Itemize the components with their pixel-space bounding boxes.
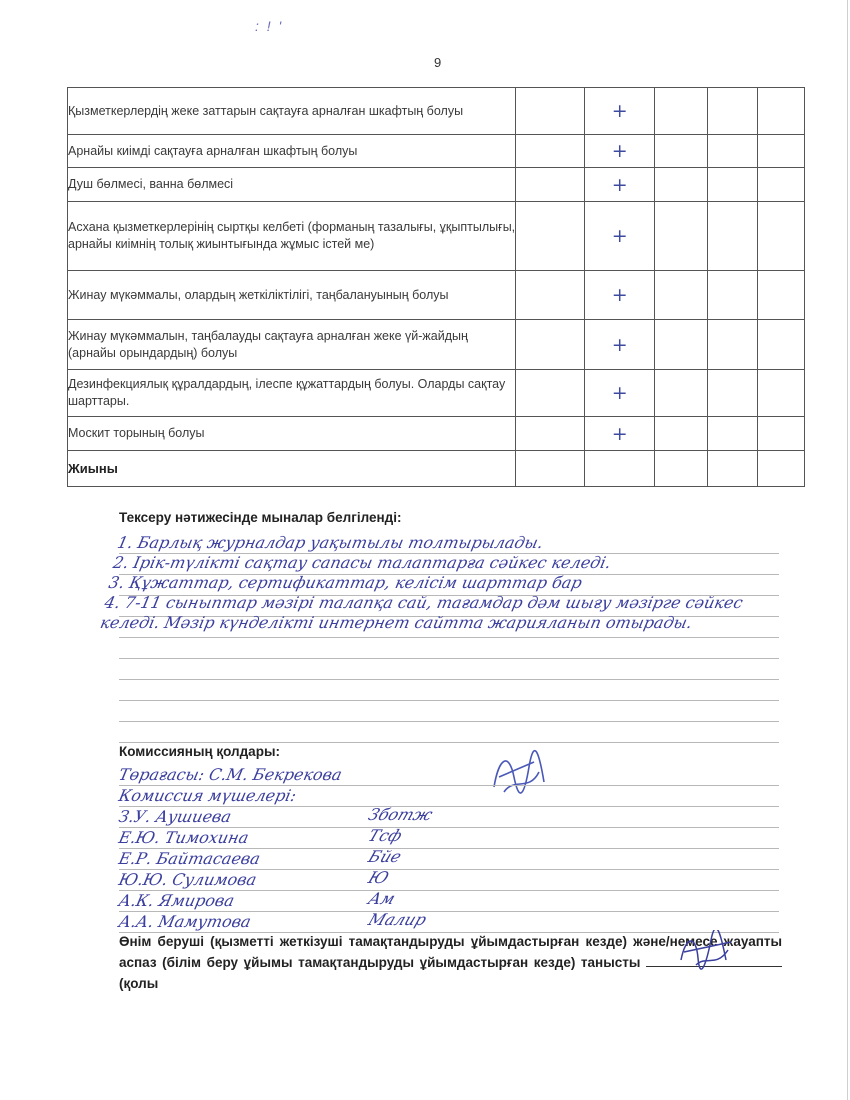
commission-member-name: А.К. Ямирова [117, 891, 237, 910]
checklist-empty-cell [758, 168, 805, 202]
findings-section [98, 510, 779, 743]
checklist-empty-cell [516, 202, 585, 271]
producer-signature-caption: (қолы [119, 976, 159, 991]
checklist-empty-cell [758, 271, 805, 320]
checklist-empty-cell [758, 417, 805, 451]
checklist-empty-cell [655, 202, 708, 271]
checklist-empty-cell [585, 451, 655, 487]
stray-marks: : ! ' [255, 18, 284, 34]
checklist-empty-cell [708, 202, 758, 271]
checklist-empty-cell [708, 370, 758, 417]
commission-member-row [119, 891, 779, 912]
producer-signature-icon [676, 930, 736, 970]
commission-member-row [119, 807, 779, 828]
checklist-empty-cell [708, 451, 758, 487]
commission-member-signature: Малир [365, 910, 430, 929]
checklist-row-mark: + [585, 320, 655, 370]
commission-member-signature: Тсф [365, 826, 405, 845]
checklist-empty-cell [758, 88, 805, 135]
commission-member-row [119, 849, 779, 870]
checklist-empty-cell [516, 320, 585, 370]
checklist-empty-cell [758, 370, 805, 417]
findings-handwriting [98, 533, 799, 633]
checklist-empty-cell [655, 417, 708, 451]
checklist-empty-cell [655, 168, 708, 202]
commission-member-signature: Зботж [365, 805, 436, 824]
producer-text: Өнім беруші (қызметті жеткізуші тамақтандыруды ұйымдастырған кезде) және/немесе жауапты аспаз (білім беру ұйымы тамақтандыруды ұйымдастырған кезде) танысты [119, 934, 782, 970]
checklist-row-mark: + [585, 202, 655, 271]
checklist-row-mark: + [585, 271, 655, 320]
checklist-row-label: Жинау мүкәммалын, таңбалауды сақтауға арналған жеке үй-жайдың (арнайы орындардың) болуы [68, 320, 516, 370]
checklist-row-mark: + [585, 135, 655, 168]
checklist-empty-cell [708, 135, 758, 168]
producer-signature-blank [646, 952, 782, 967]
checklist-empty-cell [516, 417, 585, 451]
checklist-empty-cell [655, 271, 708, 320]
commission-member-signature: Ю [365, 868, 392, 887]
checklist-empty-cell [516, 271, 585, 320]
checklist-empty-cell [655, 451, 708, 487]
commission-heading: Комиссияның қолдары: [119, 744, 280, 759]
checklist-empty-cell [516, 370, 585, 417]
checklist-empty-cell [708, 320, 758, 370]
checklist-row-mark: + [585, 88, 655, 135]
commission-member-name: Ю.Ю. Сулимова [117, 870, 259, 889]
producer-acknowledgement [119, 931, 782, 994]
checklist-empty-cell [758, 320, 805, 370]
checklist-row-label: Душ бөлмесі, ванна бөлмесі [68, 168, 516, 202]
checklist-empty-cell [655, 135, 708, 168]
commission-member-signature: Бйе [365, 847, 405, 866]
checklist-row [68, 320, 805, 370]
checklist-empty-cell [655, 88, 708, 135]
finding-line: 2. Ірік-түлікті сақтау сапасы талаптарға сәйкес келеді. [111, 553, 613, 572]
commission-member-name: А.А. Мамутова [117, 912, 253, 931]
checklist-empty-cell [655, 320, 708, 370]
commission-member-row [119, 786, 779, 807]
checklist-empty-cell [708, 271, 758, 320]
checklist-row [68, 168, 805, 202]
finding-line: 4. 7-11 сыныптар мәзірі талапқа сай, тағамдар дәм шығу мәзірге сәйкес келеді. Мәзір күнделікті интернет сайтта жарияланып отырады. [98, 593, 745, 632]
checklist-row [68, 417, 805, 451]
findings-heading: Тексеру нәтижесінде мыналар белгіленді: [119, 510, 402, 525]
checklist-row-label: Москит торының болуы [68, 417, 516, 451]
checklist-empty-cell [516, 135, 585, 168]
checklist-row-label: Дезинфекциялық құралдардың, ілеспе құжаттардың болуы. Оларды сақтау шарттары. [68, 370, 516, 417]
checklist-row [68, 135, 805, 168]
checklist-row-mark: + [585, 168, 655, 202]
findings-ruled-area [98, 533, 779, 743]
checklist-empty-cell [708, 417, 758, 451]
checklist-empty-cell [516, 168, 585, 202]
checklist-row-mark: + [585, 417, 655, 451]
checklist-empty-cell [708, 88, 758, 135]
checklist-row-mark: + [585, 370, 655, 417]
checklist-row [68, 271, 805, 320]
commission-member-name: Төрағасы: С.М. Бекрекова [117, 765, 344, 784]
checklist-empty-cell [655, 370, 708, 417]
checklist-row-label: Асхана қызметкерлерінің сыртқы келбеті (форманың тазалығы, ұқыптылығы, арнайы киімнің толық жиынтығында жұмыс істей ме) [68, 202, 516, 271]
commission-member-signature: Ам [365, 889, 399, 908]
commission-section [119, 744, 779, 933]
checklist-row [68, 202, 805, 271]
checklist-empty-cell [758, 451, 805, 487]
commission-member-name: Комиссия мүшелері: [117, 786, 299, 805]
checklist-row [68, 88, 805, 135]
commission-signature-lines [119, 765, 779, 933]
page-number: 9 [434, 55, 442, 70]
checklist-empty-cell [516, 451, 585, 487]
checklist-empty-cell [758, 135, 805, 168]
commission-member-name: З.У. Аушиева [117, 807, 234, 826]
commission-member-row [119, 828, 779, 849]
checklist-row-label: Арнайы киімді сақтауға арналған шкафтың болуы [68, 135, 516, 168]
checklist-row-label: Жинау мүкәммалы, олардың жеткіліктілігі, таңбалануының болуы [68, 271, 516, 320]
commission-member-row [119, 765, 779, 786]
scan-edge-line [847, 0, 848, 1100]
checklist-table [67, 87, 805, 487]
checklist-total-row [68, 451, 805, 487]
commission-member-name: Е.Р. Байтасаева [117, 849, 262, 868]
checklist-total-label: Жиыны [68, 451, 516, 487]
checklist-empty-cell [708, 168, 758, 202]
finding-line: 3. Құжаттар, сертификаттар, келісім шарттар бар [107, 573, 584, 592]
checklist-empty-cell [516, 88, 585, 135]
finding-line: 1. Барлық журналдар уақытылы толтырылады. [115, 533, 545, 552]
checklist-empty-cell [758, 202, 805, 271]
commission-member-name: Е.Ю. Тимохина [117, 828, 251, 847]
checklist-row-label: Қызметкерлердің жеке заттарын сақтауға арналған шкафтың болуы [68, 88, 516, 135]
checklist-row [68, 370, 805, 417]
commission-member-row [119, 870, 779, 891]
